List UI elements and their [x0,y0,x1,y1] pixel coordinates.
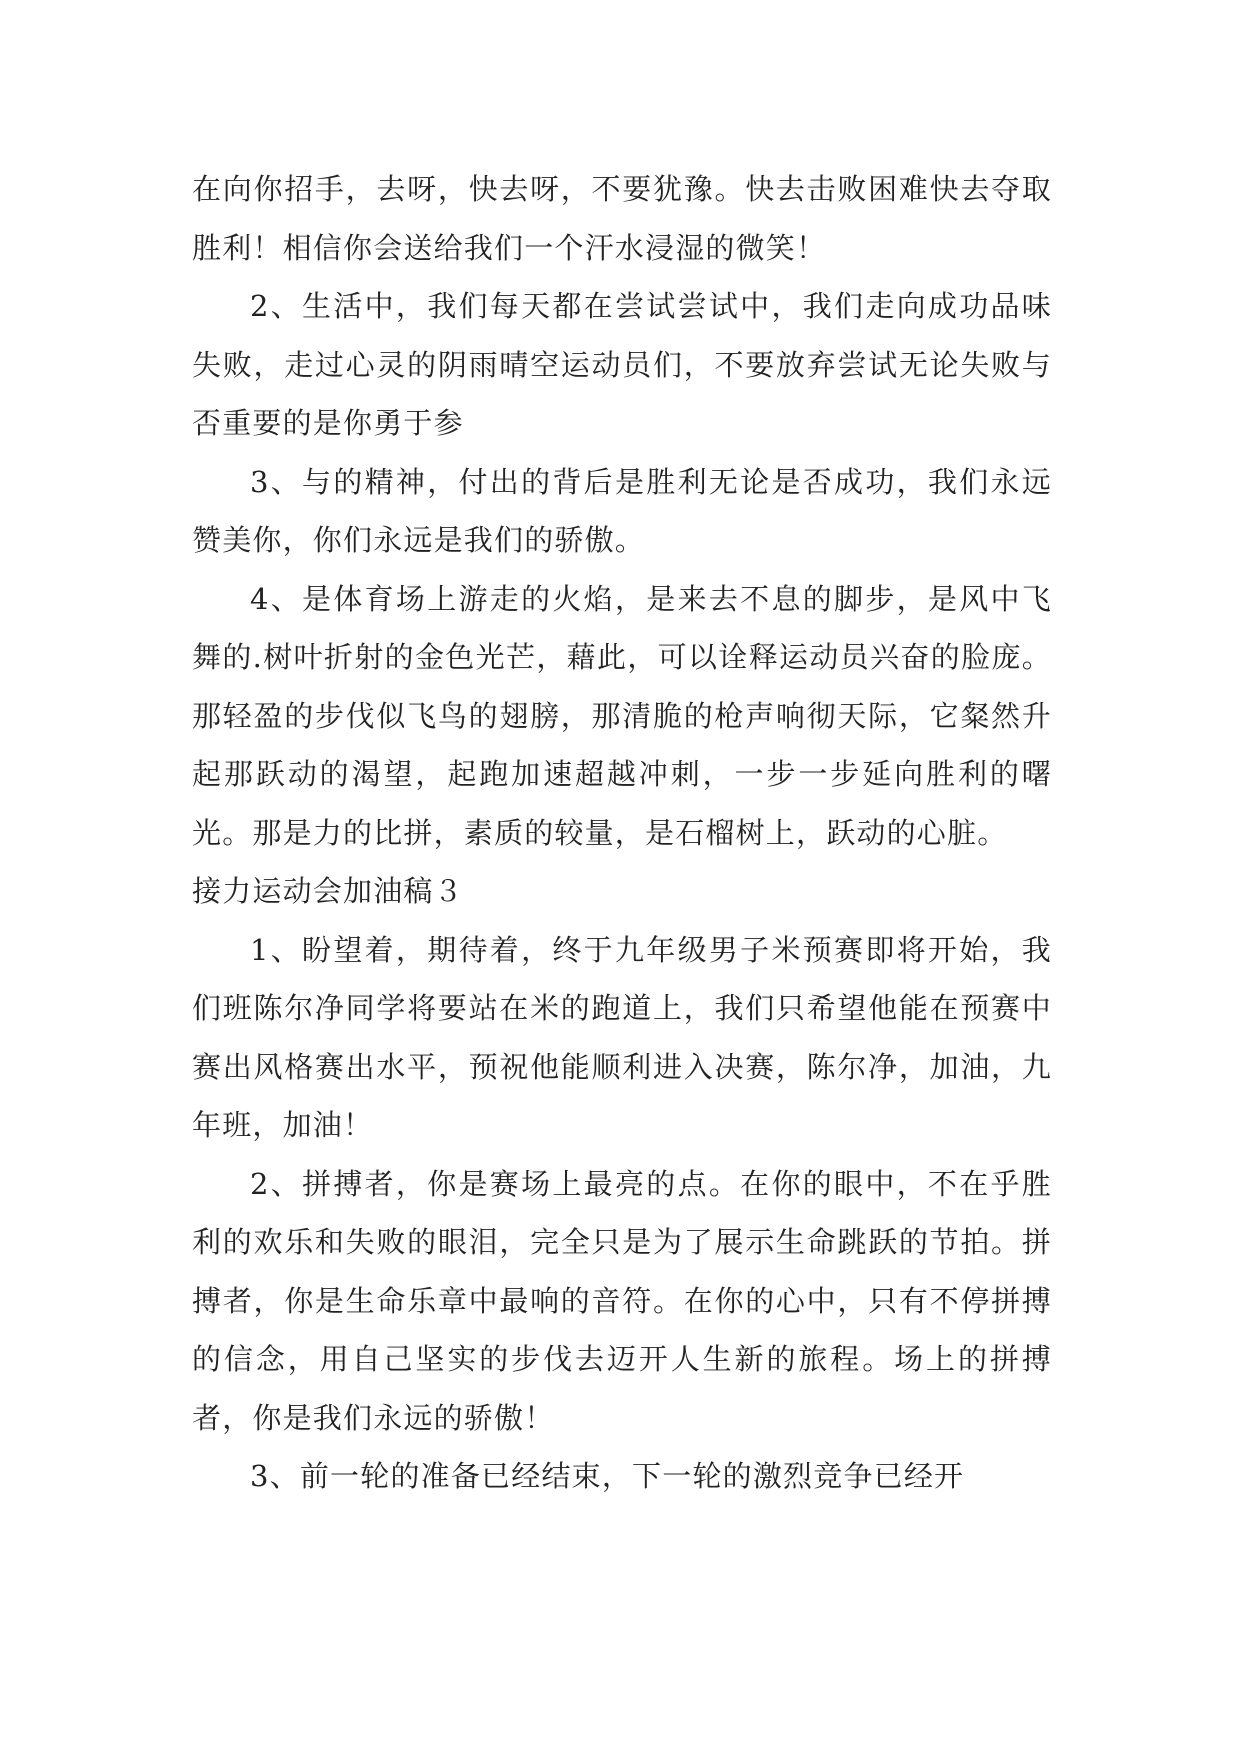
section-paragraph-2: 2、拼搏者，你是赛场上最亮的点。在你的眼中，不在乎胜利的欢乐和失败的眼泪，完全只是为了展示生命跳跃的节拍。拼搏者，你是生命乐章中最响的音符。在你的心中，只有不停拼搏的信念，用自己坚实的步伐去迈开人生新的旅程。场上的拼搏者，你是我们永远的骄傲！ [192,1166,1052,1435]
paragraph-continuation: 在向你招手，去呀，快去呀，不要犹豫。快去击败困难快去夺取胜利！相信你会送给我们一个汗水浸湿的微笑！ [192,172,1052,265]
section-paragraph-1: 1、盼望着，期待着，终于九年级男子米预赛即将开始，我们班陈尔净同学将要站在米的跑道上，我们只希望他能在预赛中赛出风格赛出水平，预祝他能顺利进入决赛，陈尔净，加油，九年班，加油！ [192,932,1052,1142]
document-body [192,160,1052,1506]
section-heading: 接力运动会加油稿３ [192,874,464,908]
paragraph-item-3: 3、与的精神，付出的背后是胜利无论是否成功，我们永远赞美你，你们永远是我们的骄傲。 [192,464,1052,557]
paragraph-item-4: 4、是体育场上游走的火焰，是来去不息的脚步，是风中飞舞的.树叶折射的金色光芒，藉此，可以诠释运动员兴奋的脸庞。那轻盈的步伐似飞鸟的翅膀，那清脆的枪声响彻天际，它粲然升起那跃动的渴望，起跑加速超越冲刺，一步一步延向胜利的曙光。那是力的比拼，素质的较量，是石榴树上，跃动的心脏。 [192,581,1052,850]
paragraph-item-2: 2、生活中，我们每天都在尝试尝试中，我们走向成功品味失败，走过心灵的阴雨晴空运动员们，不要放弃尝试无论失败与否重要的是你勇于参 [192,289,1052,440]
section-paragraph-3: 3、前一轮的准备已经结束，下一轮的激烈竞争已经开 [250,1459,965,1493]
